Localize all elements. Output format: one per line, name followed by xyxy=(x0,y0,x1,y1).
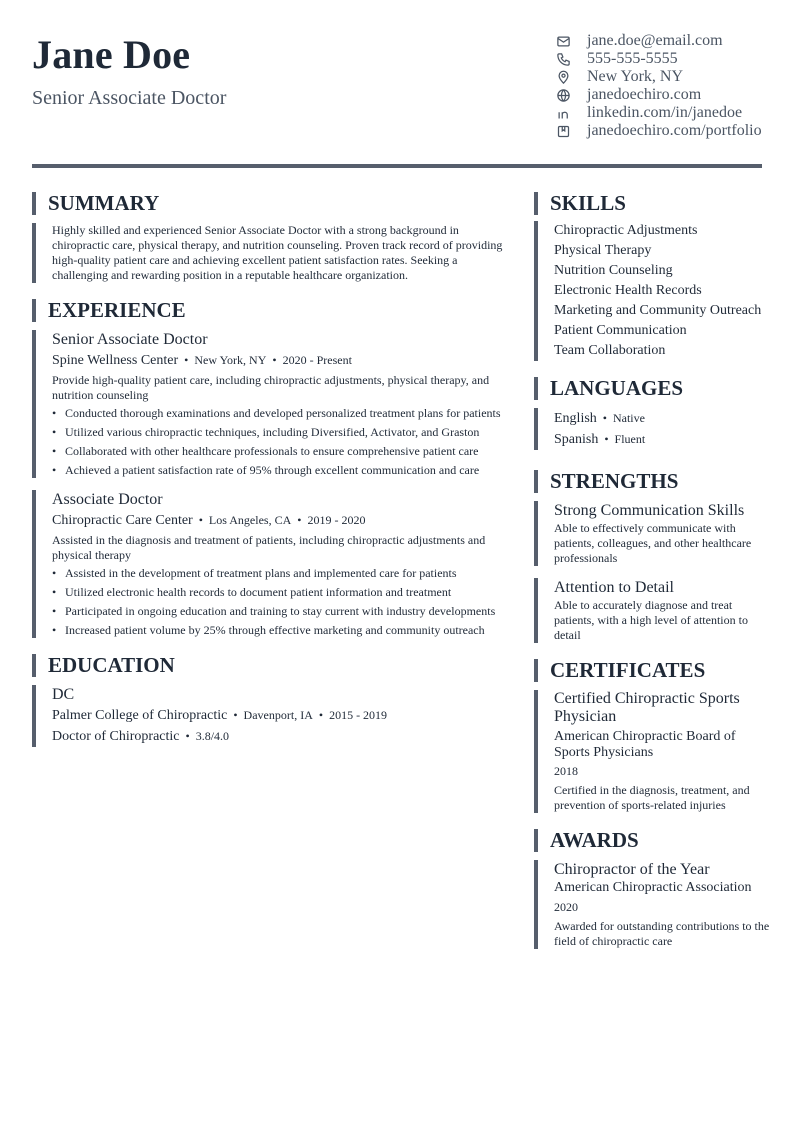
right-column xyxy=(534,192,770,949)
language-name: English xyxy=(554,411,597,426)
education-entry xyxy=(32,685,512,747)
list-item: • Conducted thorough examinations and developed personalized treatment plans for patients xyxy=(52,406,512,421)
degree-name: Doctor of Chiropractic xyxy=(52,729,180,744)
job-bullets xyxy=(52,406,512,478)
award-year: 2020 xyxy=(554,900,578,914)
candidate-name: Jane Doe xyxy=(32,32,191,77)
job-dates: 2020 - Present xyxy=(282,353,352,367)
job-company: Spine Wellness Center xyxy=(52,353,179,368)
list-item: • Increased patient volume by 25% through effective marketing and community outreach xyxy=(52,623,512,638)
separator-dot: • xyxy=(272,353,277,367)
separator-dot: • xyxy=(604,432,609,446)
strength-text: Able to accurately diagnose and treat patients, with a high level of attention to detail xyxy=(554,598,748,642)
certificate-title: Certified Chiropractic Sports Physician xyxy=(554,690,740,725)
separator-dot: • xyxy=(185,729,190,743)
certificate-issuer: American Chiropractic Board of Sports Physicians xyxy=(554,729,736,760)
separator-dot: • xyxy=(602,411,607,425)
list-item: • Collaborated with other healthcare professionals to ensure comprehensive patient care xyxy=(52,444,512,459)
awards-heading: AWARDS xyxy=(534,829,770,852)
candidate-title: Senior Associate Doctor xyxy=(32,87,227,109)
summary-section xyxy=(32,223,512,283)
award-title: Chiropractor of the Year xyxy=(554,861,710,878)
language-item xyxy=(554,429,770,450)
strength-text: Able to effectively communicate with patients, colleagues, and other healthcare professionals xyxy=(554,521,752,565)
job-entry xyxy=(32,330,512,478)
job-description: Assisted in the diagnosis and treatment of patients, including chiropractic adjustments and physical therapy xyxy=(52,533,486,562)
certificate-text: Certified in the diagnosis, treatment, and prevention of sports-related injuries xyxy=(554,783,750,812)
strength-entry xyxy=(534,578,770,643)
degree-short: DC xyxy=(52,686,75,703)
school-dates: 2015 - 2019 xyxy=(329,708,388,722)
languages-heading: LANGUAGES xyxy=(534,377,770,400)
school-name: Palmer College of Chiropractic xyxy=(52,708,228,723)
gpa: 3.8/4.0 xyxy=(195,729,230,743)
separator-dot: • xyxy=(297,513,302,527)
school-location: Davenport, IA xyxy=(243,708,313,722)
languages-section xyxy=(534,408,770,450)
language-level: Native xyxy=(612,411,645,425)
strengths-heading: STRENGTHS xyxy=(534,470,770,493)
skill-item: Patient Communication xyxy=(554,323,687,338)
contact-location xyxy=(554,68,774,86)
contact-location-text: New York, NY xyxy=(587,68,684,85)
email-icon xyxy=(554,32,572,50)
certificates-heading: CERTIFICATES xyxy=(534,659,770,682)
location-icon xyxy=(554,68,572,86)
job-location: Los Angeles, CA xyxy=(208,513,292,527)
job-company-line xyxy=(52,510,512,531)
summary-text: Highly skilled and experienced Senior Associate Doctor with a strong background in chiropractic care, physical therapy, and nutrition counseling. Proven track record of providing high-quality patient care and achieving excellent patient satisfaction rates. Seeking a challenging and rewarding position in a reputable healthcare organization. xyxy=(52,223,503,282)
language-item xyxy=(554,408,770,429)
separator-dot: • xyxy=(184,353,189,367)
degree-line xyxy=(52,726,512,747)
strength-entry xyxy=(534,501,770,566)
contact-website[interactable] xyxy=(554,86,774,104)
skill-item: Chiropractic Adjustments xyxy=(554,223,698,238)
job-location: New York, NY xyxy=(194,353,267,367)
job-bullets xyxy=(52,566,512,638)
job-company-line xyxy=(52,350,512,371)
summary-heading: SUMMARY xyxy=(32,192,512,215)
list-item: • Assisted in the development of treatment plans and implemented care for patients xyxy=(52,566,512,581)
school-line xyxy=(52,705,512,726)
skills-section xyxy=(534,221,770,361)
list-item: • Participated in ongoing education and training to stay current with industry developments xyxy=(52,604,512,619)
contact-phone-text: 555-555-5555 xyxy=(587,50,678,67)
list-item: • Utilized electronic health records to document patient information and treatment xyxy=(52,585,512,600)
skill-item: Team Collaboration xyxy=(554,343,666,358)
award-issuer: American Chiropractic Association xyxy=(554,880,752,895)
contact-website-text: janedoechiro.com xyxy=(587,86,702,103)
experience-heading: EXPERIENCE xyxy=(32,299,512,322)
skill-item: Physical Therapy xyxy=(554,243,652,258)
separator-dot: • xyxy=(318,708,324,722)
contact-email[interactable] xyxy=(554,32,774,50)
phone-icon xyxy=(554,50,572,68)
certificate-year: 2018 xyxy=(554,764,578,778)
contact-linkedin[interactable] xyxy=(554,104,774,122)
resume-header xyxy=(32,32,762,142)
contact-portfolio[interactable] xyxy=(554,122,774,140)
job-entry xyxy=(32,490,512,638)
left-column xyxy=(32,192,512,747)
strength-title: Attention to Detail xyxy=(554,579,674,596)
separator-dot: • xyxy=(198,513,203,527)
skill-item: Marketing and Community Outreach xyxy=(554,303,762,318)
job-description: Provide high-quality patient care, including chiropractic adjustments, physical therapy, and nutrition counseling xyxy=(52,373,490,402)
language-name: Spanish xyxy=(554,432,599,447)
award-entry xyxy=(534,860,770,949)
portfolio-icon xyxy=(554,122,572,140)
job-role: Associate Doctor xyxy=(52,491,163,508)
award-text: Awarded for outstanding contributions to the field of chiropractic care xyxy=(554,919,770,948)
certificate-entry xyxy=(534,690,770,813)
job-dates: 2019 - 2020 xyxy=(307,513,366,527)
header-divider xyxy=(32,164,762,168)
contact-list xyxy=(554,32,774,140)
job-company: Chiropractic Care Center xyxy=(52,513,193,528)
contact-linkedin-text: linkedin.com/in/janedoe xyxy=(587,104,743,121)
list-item: • Achieved a patient satisfaction rate of 95% through excellent communication and care xyxy=(52,463,512,478)
skill-item: Electronic Health Records xyxy=(554,283,702,298)
contact-phone[interactable] xyxy=(554,50,774,68)
contact-portfolio-text: janedoechiro.com/portfolio xyxy=(587,122,762,139)
list-item: • Utilized various chiropractic techniques, including Diversified, Activator, and Graston xyxy=(52,425,512,440)
skill-item: Nutrition Counseling xyxy=(554,263,673,278)
education-heading: EDUCATION xyxy=(32,654,512,677)
skills-heading: SKILLS xyxy=(534,192,770,215)
linkedin-icon xyxy=(554,104,572,122)
strength-title: Strong Communication Skills xyxy=(554,502,745,519)
language-level: Fluent xyxy=(614,432,646,446)
globe-icon xyxy=(554,86,572,104)
separator-dot: • xyxy=(233,708,238,722)
contact-email-text: jane.doe@email.com xyxy=(587,32,723,49)
job-role: Senior Associate Doctor xyxy=(52,331,208,348)
